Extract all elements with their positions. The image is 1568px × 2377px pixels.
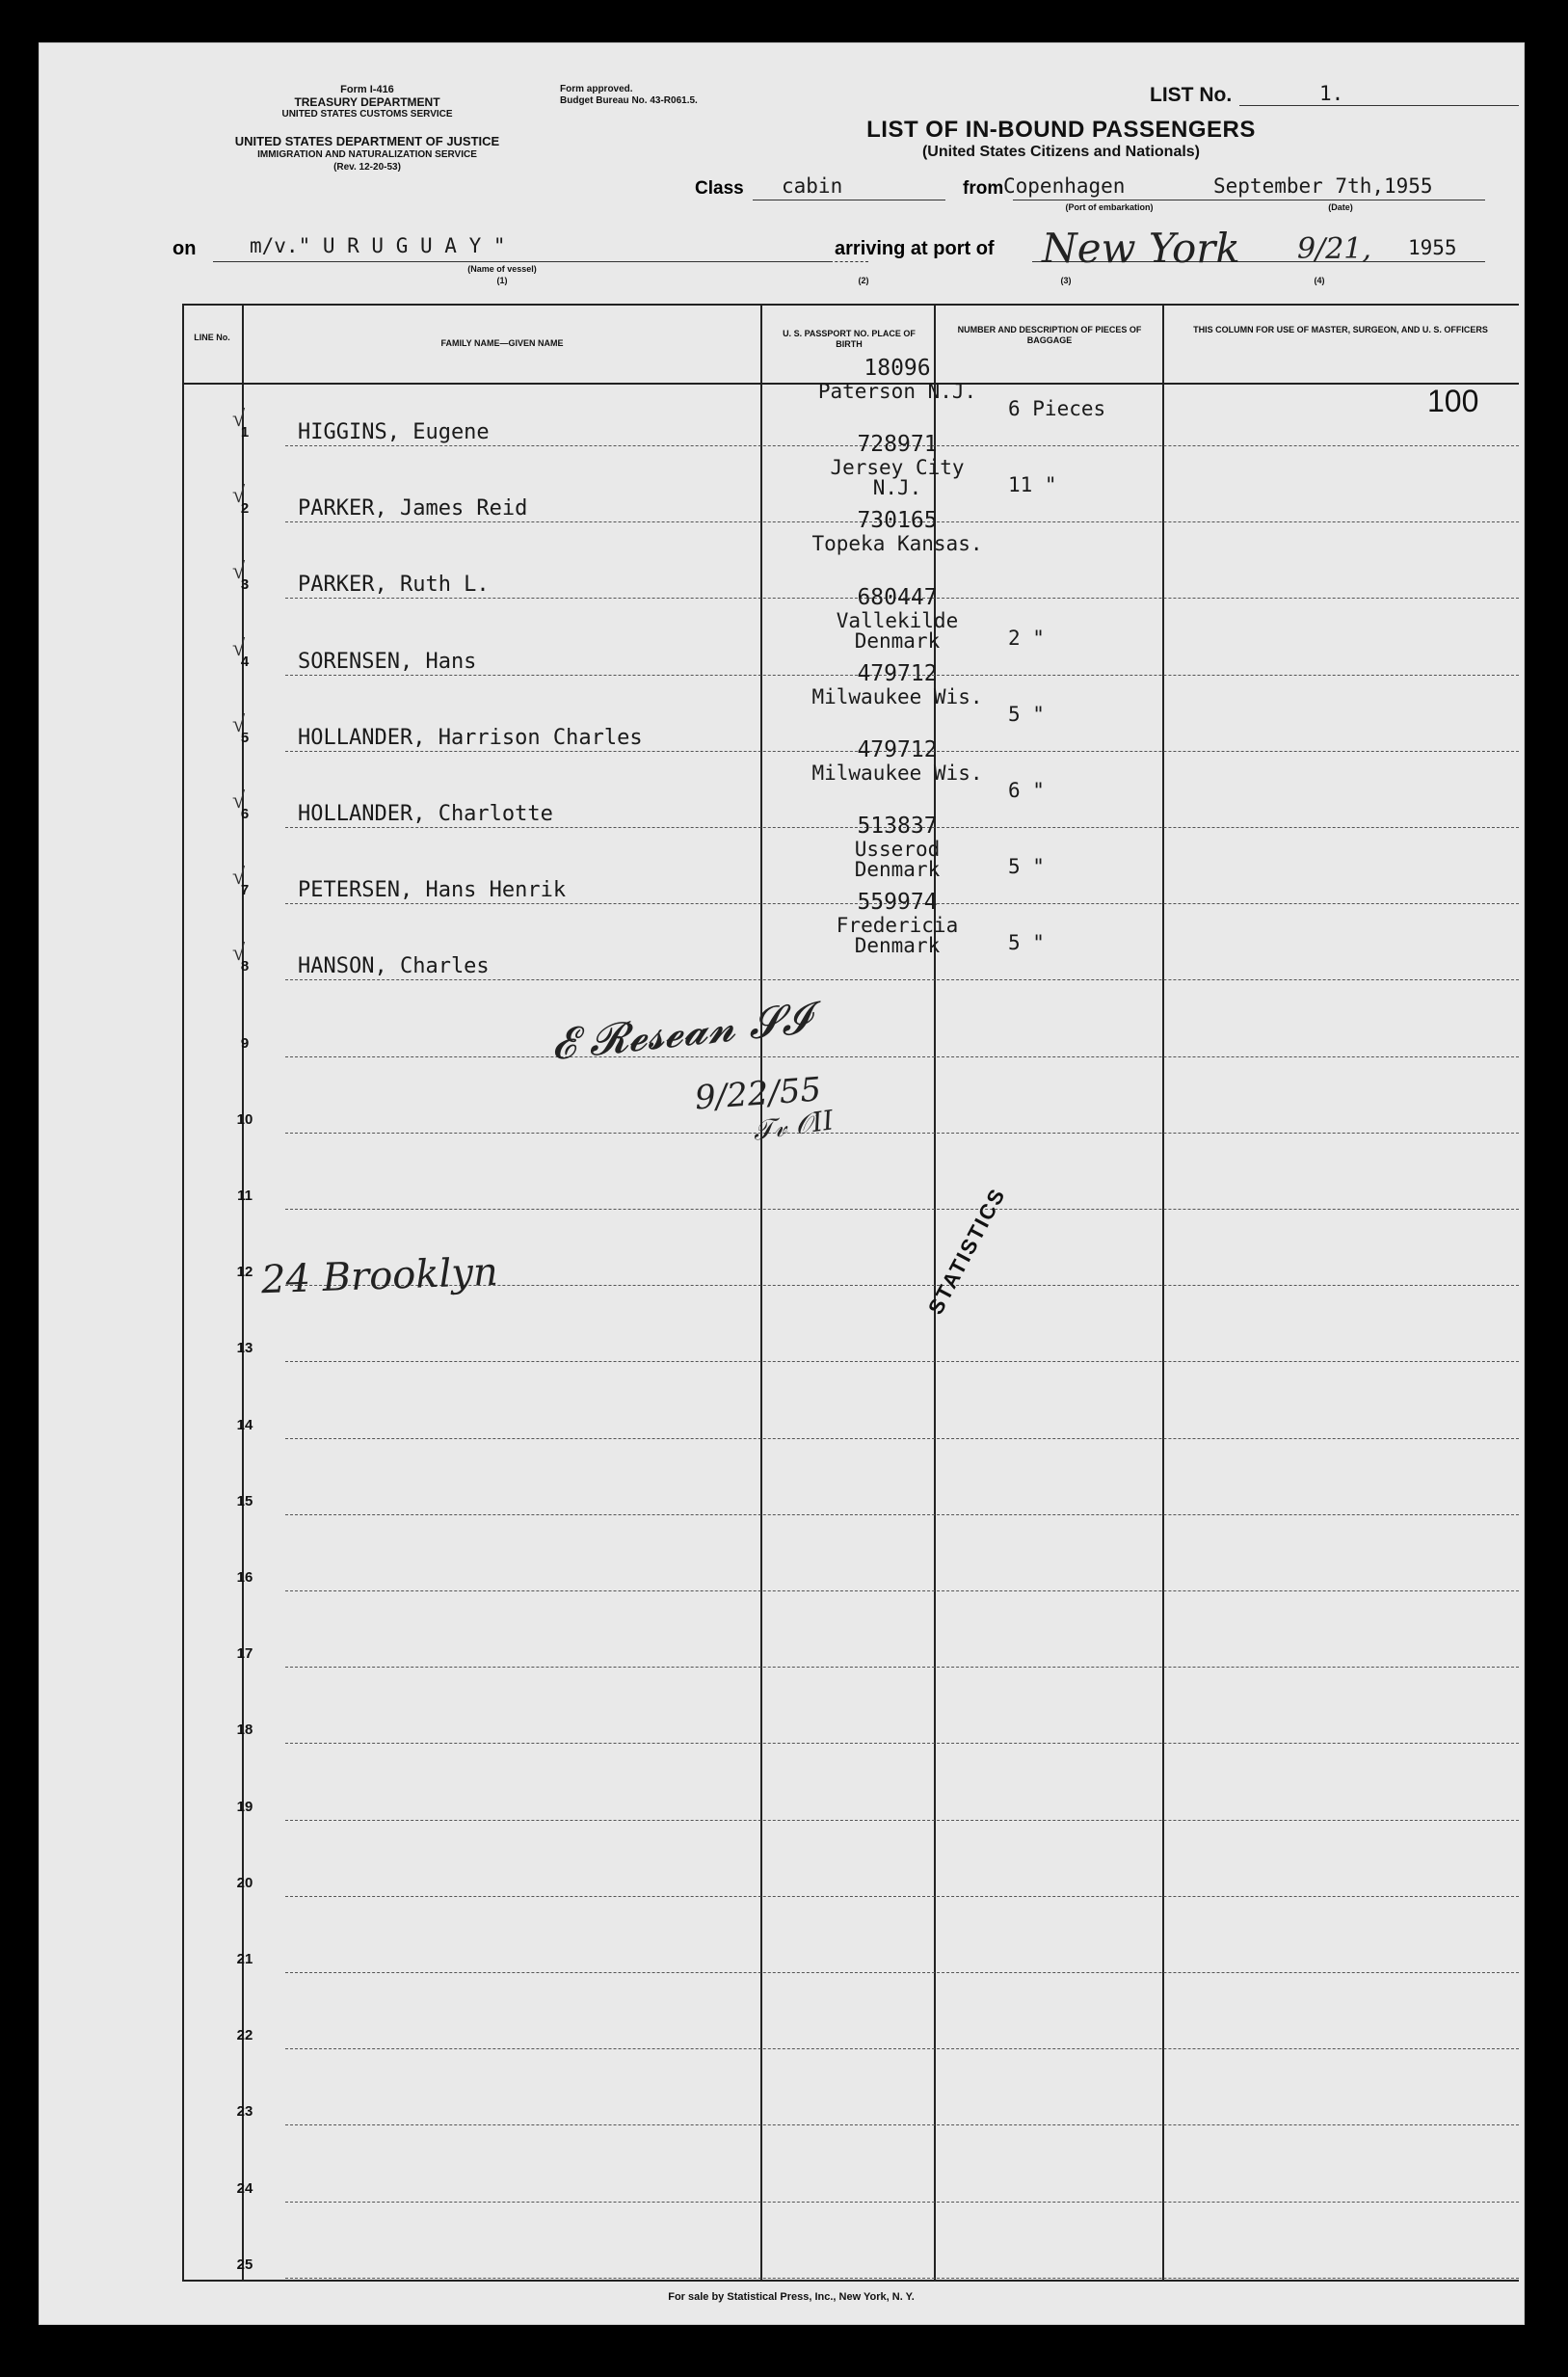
port-of-embarkation: Copenhagen	[1003, 174, 1126, 198]
column-header-officers: THIS COLUMN FOR USE OF MASTER, SURGEON, AND U. S. OFFICERS	[1193, 325, 1488, 334]
check-mark: √	[232, 635, 246, 661]
page-subtitle: (United States Citizens and Nationals)	[921, 144, 1201, 160]
baggage-pieces: 6 "	[1008, 779, 1045, 802]
list-number-label: LIST No.	[1150, 84, 1233, 106]
row-rule	[285, 1820, 1519, 1821]
page-title: LIST OF IN-BOUND PASSENGERS	[866, 117, 1256, 143]
row-rule	[285, 2278, 1519, 2279]
form-number: Form I-416	[340, 84, 394, 95]
row-rule	[285, 1438, 1519, 1439]
baggage-pieces: 11 "	[1008, 473, 1057, 497]
class-value: cabin	[782, 174, 843, 198]
line-number: 21	[236, 1951, 253, 1967]
passport-number: 479712	[857, 660, 938, 686]
place-of-birth: Topeka Kansas.	[811, 532, 983, 556]
line-number: 20	[236, 1874, 253, 1891]
table-top-border	[182, 304, 1519, 306]
passenger-name: SORENSEN, Hans	[298, 649, 477, 674]
line-number: 11	[237, 1188, 252, 1204]
baggage-pieces: 5 "	[1008, 855, 1045, 879]
list-number-value: 1.	[1319, 82, 1344, 105]
baggage-pieces: 5 "	[1008, 931, 1045, 955]
line-number: 18	[236, 1722, 253, 1739]
line-number: 6	[240, 806, 250, 822]
column-header-line-no: LINE No.	[194, 333, 230, 342]
arrival-port: New York	[1042, 225, 1240, 272]
arrival-date: 9/21,	[1297, 232, 1371, 266]
passport-number: 513837	[857, 814, 938, 840]
passenger-name: PARKER, Ruth L.	[298, 573, 490, 598]
passport-number: 728971	[857, 432, 938, 458]
line-number: 16	[236, 1569, 253, 1586]
col-divider	[242, 304, 244, 2280]
inspector-initials: 𝒯𝓋 𝒪𝐼𝐼	[751, 1104, 836, 1147]
passenger-name: HOLLANDER, Harrison Charles	[298, 725, 643, 750]
passport-number: 559974	[857, 890, 938, 916]
line-number: 13	[236, 1340, 253, 1357]
customs-service: UNITED STATES CUSTOMS SERVICE	[281, 109, 453, 120]
line-number: 5	[240, 729, 250, 746]
baggage-pieces: 5 "	[1008, 702, 1045, 726]
line-number: 14	[236, 1416, 253, 1433]
line-number: 22	[236, 2027, 253, 2044]
row-rule	[285, 1743, 1519, 1744]
row-rule	[285, 1209, 1519, 1210]
row-rule	[285, 979, 1519, 980]
passenger-name: HANSON, Charles	[298, 954, 490, 979]
row-rule	[285, 1972, 1519, 1973]
line-number: 24	[236, 2179, 253, 2197]
immigration-service: IMMIGRATION AND NATURALIZATION SERVICE	[257, 149, 477, 160]
check-mark: √	[232, 711, 246, 737]
class-label: Class	[695, 178, 744, 199]
passport-number: 730165	[857, 508, 938, 534]
passport-number: 479712	[857, 737, 938, 762]
passport-number: 18096	[864, 356, 931, 381]
place-of-birth: Paterson N.J.	[817, 380, 977, 403]
inspection-date: 9/22/55	[693, 1070, 823, 1118]
caption-2: (2)	[858, 276, 869, 285]
line-number: 19	[236, 1798, 253, 1815]
inspector-signature: 𝓔 𝓡𝓮𝓼𝓮𝓪𝓷 𝓢𝓘	[548, 994, 812, 1070]
footer-publisher: For sale by Statistical Press, Inc., New York, N. Y.	[668, 2291, 915, 2303]
caption-3: (3)	[1060, 276, 1072, 285]
place-of-birth: Fredericia Denmark	[836, 914, 959, 958]
line-number: 8	[240, 958, 250, 975]
line-number: 10	[236, 1110, 253, 1128]
on-label: on	[173, 238, 197, 259]
place-of-birth: Milwaukee Wis.	[811, 684, 983, 708]
budget-bureau: Budget Bureau No. 43-R061.5.	[560, 95, 698, 106]
col-divider	[1162, 304, 1164, 2280]
check-mark: √	[232, 407, 246, 432]
row-rule	[285, 2124, 1519, 2125]
baggage-pieces: 2 "	[1008, 626, 1045, 650]
line-number: 17	[236, 1645, 253, 1663]
passenger-name: HIGGINS, Eugene	[298, 420, 490, 444]
check-mark: √	[232, 865, 246, 891]
row-rule	[285, 1514, 1519, 1515]
table-left-border	[182, 304, 184, 2280]
vessel-name-caption: (Name of vessel)	[467, 264, 537, 274]
check-mark: √	[232, 788, 246, 814]
from-label: from	[963, 178, 1004, 199]
line-number: 9	[240, 1034, 250, 1052]
brooklyn-note: 24 Brooklyn	[260, 1249, 499, 1303]
row-rule	[285, 1896, 1519, 1897]
line-number: 23	[236, 2103, 253, 2121]
line-number: 4	[240, 653, 250, 670]
department-of-justice: UNITED STATES DEPARTMENT OF JUSTICE	[234, 134, 500, 148]
port-embarkation-caption: (Port of embarkation)	[1065, 202, 1154, 212]
officer-note: 100	[1427, 384, 1479, 418]
baggage-pieces: 6 Pieces	[1008, 397, 1106, 420]
caption-1: (1)	[496, 276, 508, 285]
row-rule	[285, 1056, 1519, 1057]
column-header-passport: U. S. PASSPORT NO. PLACE OF BIRTH	[783, 329, 916, 349]
line-number: 15	[236, 1492, 253, 1509]
line-number: 1	[240, 424, 250, 441]
passenger-name: PETERSEN, Hans Henrik	[298, 878, 567, 903]
date-caption: (Date)	[1328, 202, 1353, 212]
column-header-baggage: NUMBER AND DESCRIPTION OF PIECES OF BAGGAGE	[957, 325, 1142, 345]
place-of-birth: Usserod Denmark	[854, 838, 941, 882]
row-rule	[285, 1667, 1519, 1668]
form-approved: Form approved.	[560, 84, 633, 94]
row-rule	[285, 2202, 1519, 2203]
passenger-manifest-page	[39, 42, 1525, 2325]
line-number: 12	[236, 1264, 253, 1281]
line-number: 2	[240, 500, 250, 518]
place-of-birth: Jersey City N.J.	[830, 456, 965, 500]
line-number: 25	[236, 2256, 253, 2273]
passport-number: 680447	[857, 584, 938, 610]
row-rule	[285, 1590, 1519, 1591]
row-rule	[285, 1133, 1519, 1134]
row-rule	[285, 1361, 1519, 1362]
arriving-label: arriving at port of	[835, 238, 995, 259]
revision-date: (Rev. 12-20-53)	[333, 162, 401, 173]
table-bottom-border	[182, 2280, 1519, 2282]
place-of-birth: Milwaukee Wis.	[811, 761, 983, 785]
embarkation-date: September 7th,1955	[1213, 174, 1433, 198]
vessel-name: m/v." U R U G U A Y "	[250, 234, 506, 257]
line-number: 7	[240, 882, 250, 899]
check-mark: √	[232, 559, 246, 585]
treasury-department: TREASURY DEPARTMENT	[294, 95, 440, 109]
line-number: 3	[240, 576, 250, 594]
check-mark: √	[232, 483, 246, 509]
passenger-name: HOLLANDER, Charlotte	[298, 802, 553, 826]
arrival-year: 1955	[1408, 236, 1457, 259]
place-of-birth: Vallekilde Denmark	[836, 608, 959, 653]
column-header-name: FAMILY NAME—GIVEN NAME	[440, 338, 564, 348]
check-mark: √	[232, 941, 246, 967]
statistics-stamp: STATISTICS	[923, 1183, 1011, 1319]
row-rule	[285, 2048, 1519, 2049]
col-divider	[760, 304, 762, 2280]
caption-4: (4)	[1314, 276, 1325, 285]
passenger-name: PARKER, James Reid	[298, 496, 528, 521]
